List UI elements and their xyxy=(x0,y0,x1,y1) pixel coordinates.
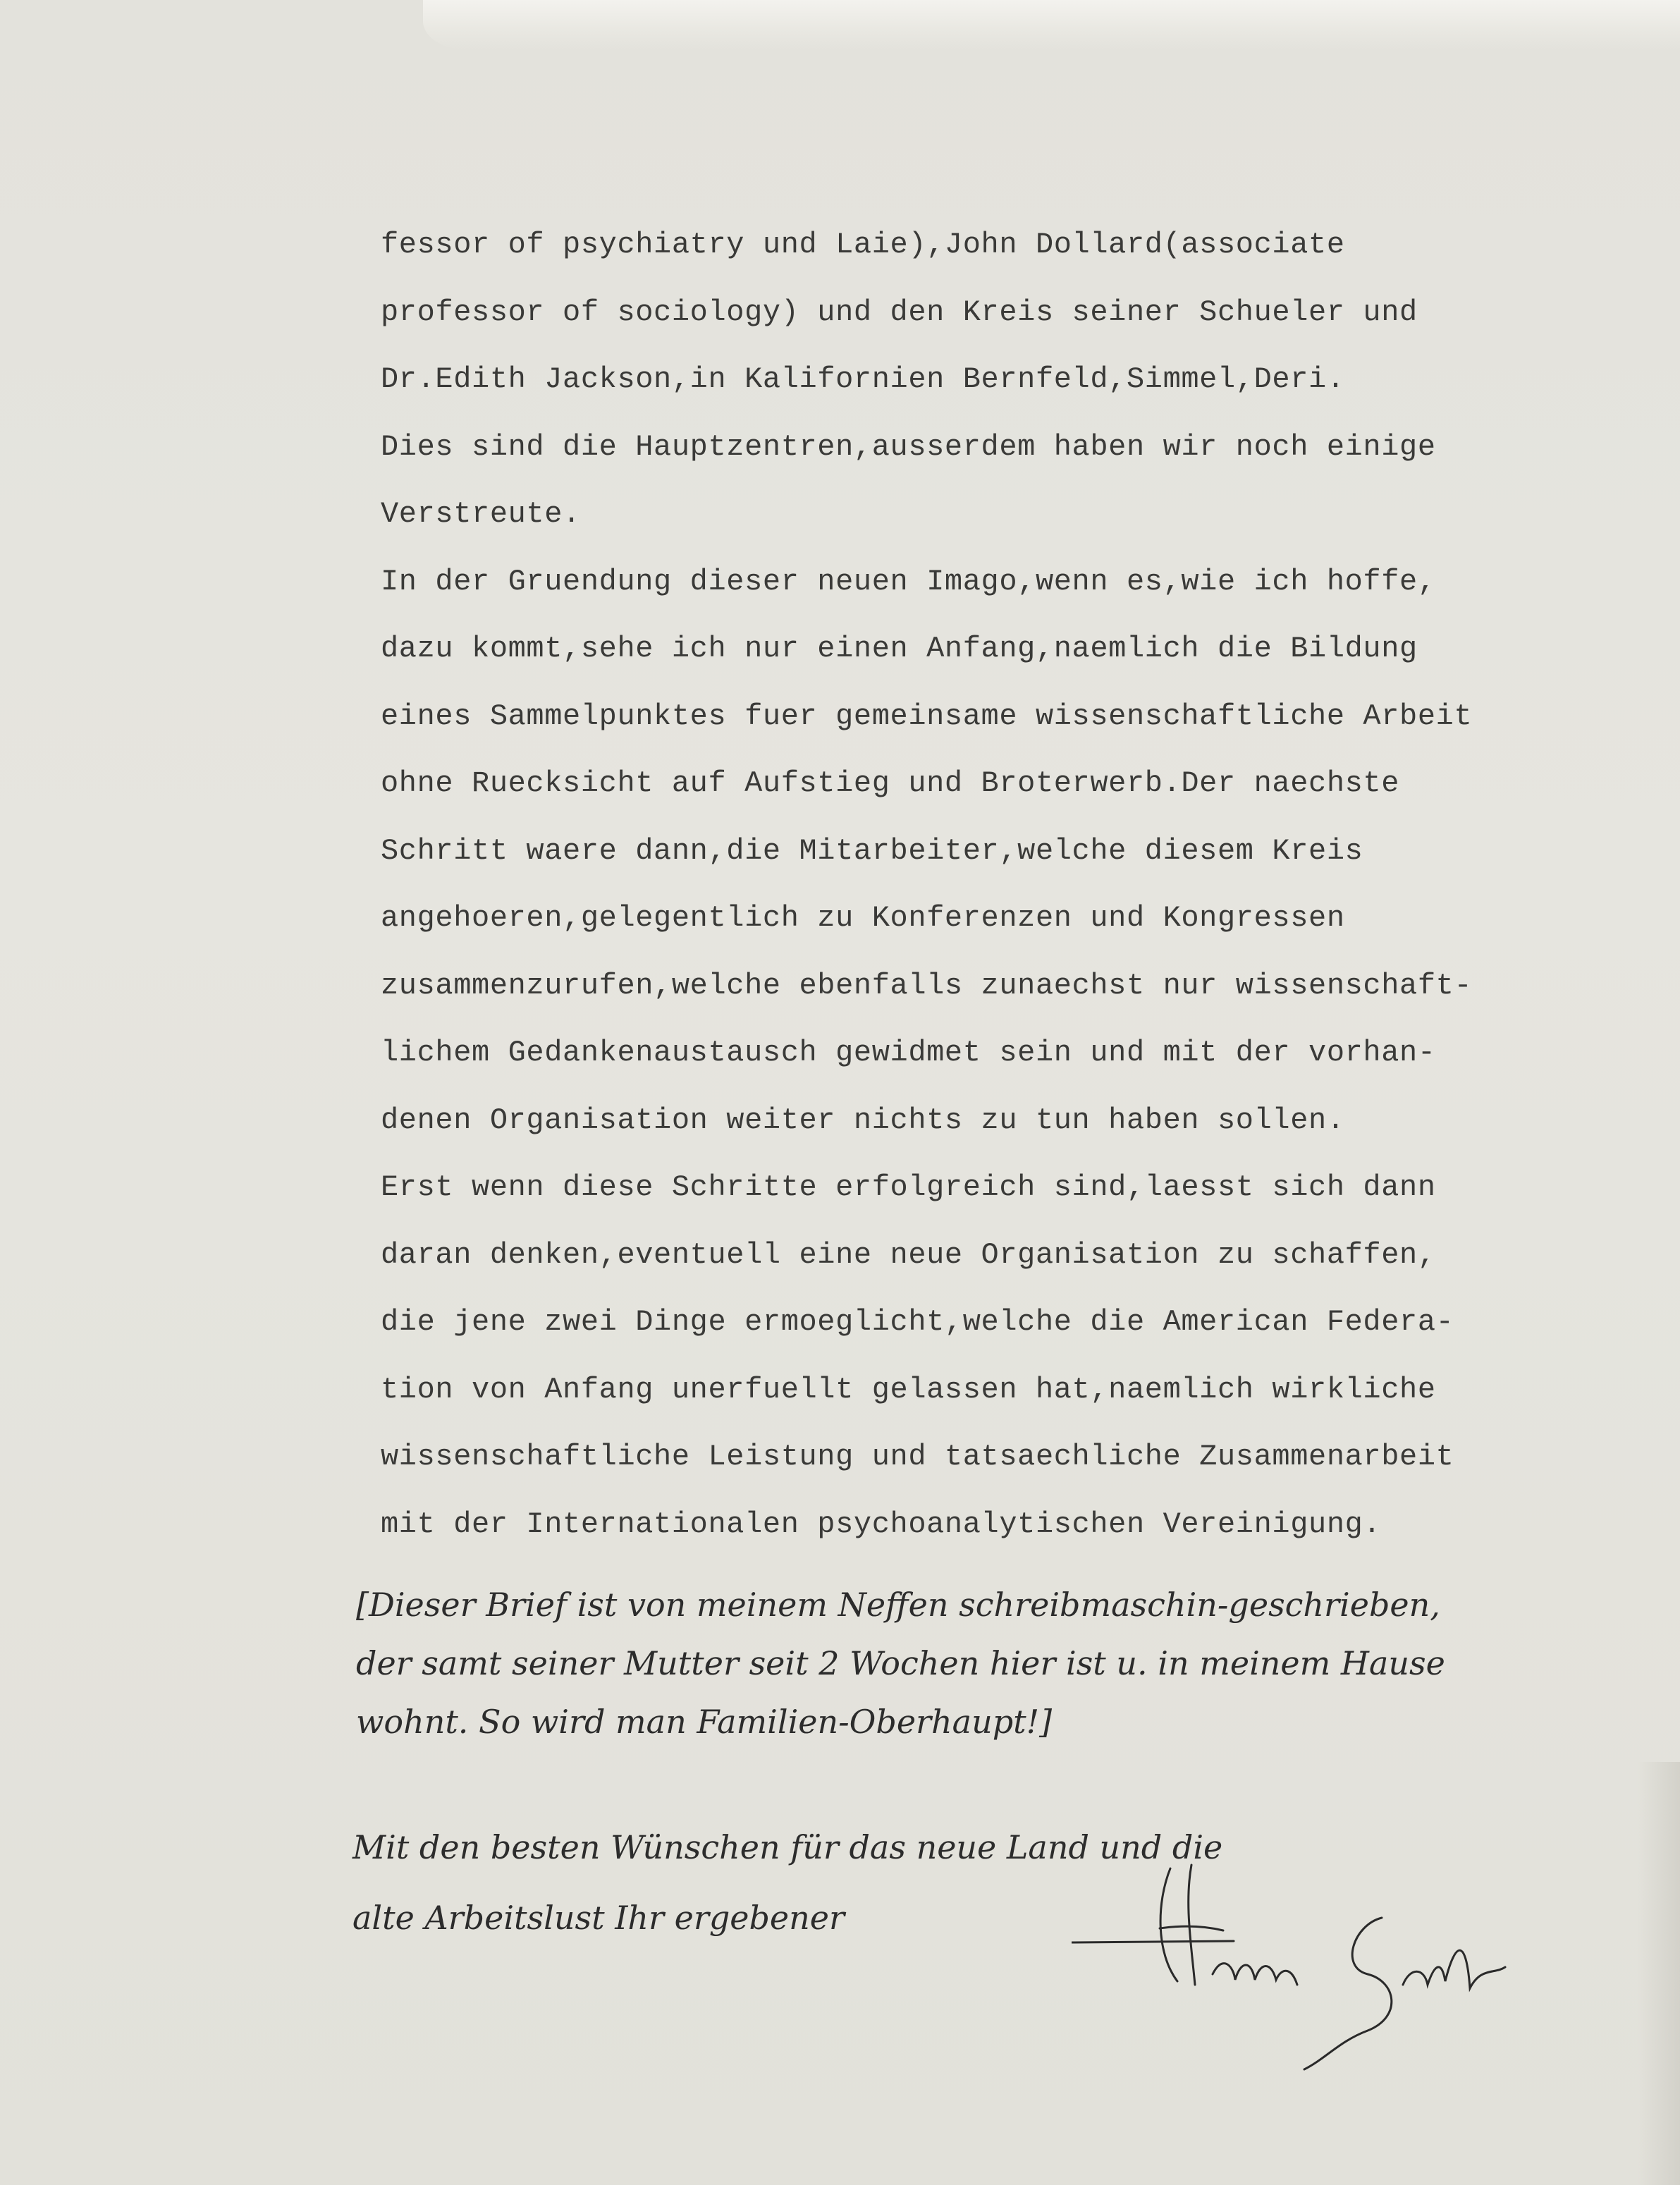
typed-line: Erst wenn diese Schritte erfolgreich sind,laesst sich dann xyxy=(381,1170,1436,1204)
typed-line: zusammenzurufen,welche ebenfalls zunaechst nur wissenschaft- xyxy=(381,968,1473,1003)
typed-line: mit der Internationalen psychoanalytischen Vereinigung. xyxy=(381,1507,1382,1541)
paper-top-edge xyxy=(423,0,1680,49)
typed-line: tion von Anfang unerfuellt gelassen hat,naemlich wirkliche xyxy=(381,1372,1436,1407)
handwritten-note xyxy=(356,1576,1597,1751)
paper-edge-shading xyxy=(1638,1762,1680,2185)
typed-line: die jene zwei Dinge ermoeglicht,welche die American Federa- xyxy=(381,1305,1454,1339)
typed-line: In der Gruendung dieser neuen Imago,wenn es,wie ich hoffe, xyxy=(381,564,1436,599)
typed-line: wissenschaftliche Leistung und tatsaechliche Zusammenarbeit xyxy=(381,1440,1454,1474)
closing-line: Mit den besten Wünschen für das neue Land und die xyxy=(352,1828,1223,1866)
typed-line: daran denken,eventuell eine neue Organisation zu schaffen, xyxy=(381,1237,1436,1272)
typed-line: dazu kommt,sehe ich nur einen Anfang,naemlich die Bildung xyxy=(381,632,1418,666)
typed-line: ohne Ruecksicht auf Aufstieg und Broterwerb.Der naechste xyxy=(381,766,1400,800)
typed-line: fessor of psychiatry und Laie),John Dollard(associate xyxy=(381,228,1345,262)
typed-body xyxy=(381,212,1593,1558)
typed-line: Verstreute. xyxy=(381,497,581,531)
typed-line: Dr.Edith Jackson,in Kalifornien Bernfeld,Simmel,Deri. xyxy=(381,362,1345,396)
typed-line: professor of sociology) und den Kreis seiner Schueler und xyxy=(381,295,1418,329)
typed-line: Dies sind die Hauptzentren,ausserdem haben wir noch einige xyxy=(381,429,1436,464)
signature xyxy=(1072,1861,1523,2073)
typed-line: denen Organisation weiter nichts zu tun haben sollen. xyxy=(381,1103,1345,1137)
closing-line: alte Arbeitslust Ihr ergebener xyxy=(352,1899,845,1937)
typed-line: angehoeren,gelegentlich zu Konferenzen und Kongressen xyxy=(381,901,1345,935)
handwritten-line: wohnt. So wird man Familien-Oberhaupt!] xyxy=(356,1703,1053,1741)
typed-line: Schritt waere dann,die Mitarbeiter,welche diesem Kreis xyxy=(381,833,1363,868)
handwritten-line: [Dieser Brief ist von meinem Neffen schreibmaschin-geschrieben, xyxy=(356,1586,1440,1624)
typed-line: eines Sammelpunktes fuer gemeinsame wissenschaftliche Arbeit xyxy=(381,699,1473,733)
handwritten-line: der samt seiner Mutter seit 2 Wochen hier ist u. in meinem Hause xyxy=(356,1644,1445,1682)
typed-line: lichem Gedankenaustausch gewidmet sein und mit der vorhan- xyxy=(381,1036,1436,1070)
